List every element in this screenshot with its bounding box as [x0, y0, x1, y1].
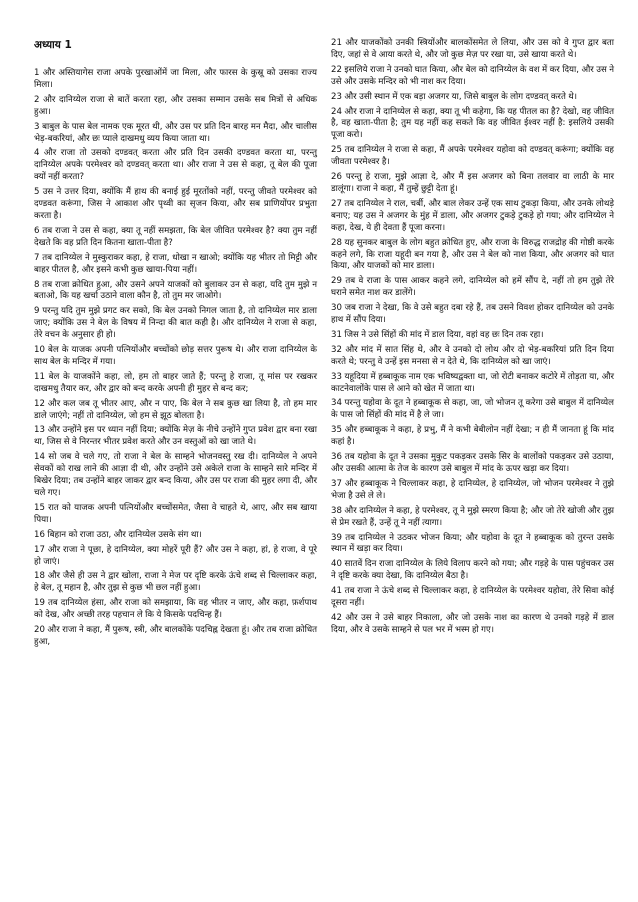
verse: 31 जिस ने उसे सिंहों की मांद में डाल दिया, वहां वह छः दिन तक रहा।	[331, 329, 544, 340]
verse: 4 और राजा तो उसको दण्डवत् करता और प्रति दिन उसकी दण्डवत करता था, परन्तु दानिय्येल अपके परमेश्वर को दण्डवत् करता था। और राजा ने उस से कहा, तू बेल की पूजा क्यों नहीं करता?	[34, 148, 317, 183]
verse: 18 और जैसे ही उस ने द्वार खोला, राजा ने मेज पर दृष्टि करके ऊंचे शब्द से चिल्लाकर कहा, हे बेल, तू महान है, और तुझ से कुछ भी छल नहीं हुआ।	[34, 571, 317, 594]
verse: 34 परन्तु यहोवा के दूत ने हब्बाकूक से कहा, जा, जो भोजन तू करेगा उसे बाबुल में दानिय्येल के पास जो सिंहों की मांद में है ले जा।	[331, 398, 614, 421]
verse: 17 और राजा ने पूछा, हे दानिय्येल, क्या मोहरें पूरी हैं? और उस ने कहा, हां, हे राजा, वे पूरे हो जाएं।	[34, 544, 317, 567]
verse: 13 और उन्होंने इस पर ध्यान नहीं दिया; क्योंकि मेज़ के नीचे उन्होंने गुप्त प्रवेश द्वार बना रखा था, जिस से वे निरन्तर भीतर प्रवेश करते और उन वस्तुओं को खा जाते थे।	[34, 425, 317, 448]
verse: 5 उस ने उत्तर दिया, क्योंकि मैं हाथ की बनाई हुई मूरतोंको नहीं, परन्तु जीवते परमेश्वर को दण्डवत करूंगा, जिस ने आकाश और पृथ्वी का सृजन किया, और सब प्राणियोंपर प्रभुता करता है।	[34, 187, 317, 221]
right-verse-list	[331, 38, 614, 637]
verse: 20 और राजा ने कहा, मैं पुरूष, स्त्री, और बालकोंके पदचिह्न देखता हूं। और तब राजा क्रोधित हुआ,	[34, 625, 317, 647]
verse: 14 सो जब वे चले गए, तो राजा ने बेल के साम्हने भोजनवस्तु रख दी। दानिय्येल ने अपने सेवकों को राख लाने की आज्ञा दी थी, और उन्होंने उसे अकेले राजा के साम्हने सारे मन्दिर में बिखेर दिया; तब उन्होंने बाहर जाकर द्वार बन्द किया, और उस पर राजा की मुहर लगा दी, और चले गए।	[34, 452, 317, 498]
verse: 24 और राजा ने दानिय्येल से कहा, क्या तू भी कहेगा, कि यह पीतल का है? देखो, वह जीवित है, वह खाता-पीता है; तुम यह नहीं कह सकते कि वह जीवित ईश्वर नहीं है: इसलिये उसकी पूजा करो।	[331, 106, 614, 141]
verse: 7 तब दानिय्येल ने मुस्कुराकर कहा, हे राजा, धोखा न खाओ; क्योंकि यह भीतर तो मिट्टी और बाहर पीतल है, और इसने कभी कुछ खाया-पिया नहीं।	[34, 252, 317, 275]
verse: 10 बेल के याजक अपनी पत्नियोंऔर बच्चोंको छोड़ सत्तर पुरूष थे। और राजा दानिय्येल के साथ बेल के मन्दिर में गया।	[34, 345, 317, 367]
verse: 8 तब राजा क्रोधित हुआ, और उसने अपने याजकों को बुलाकर उन से कहा, यदि तुम मुझे न बताओ, कि यह खर्चा उठाने वाला कौन है, तो तुम मर जाओगे।	[34, 279, 317, 302]
verse: 19 तब दानिय्येल हंसा, और राजा को समझाया, कि वह भीतर न जाए, और कहा, फ़र्शपाथ को देख, और अच्छी तरह पहचान ले कि ये किसके पदचिन्ह हैं।	[34, 598, 317, 621]
verse: 15 रात को याजक अपनी पत्नियोंऔर बच्चोंसमेत, जैसा वे चाहते थे, आए, और सब खाया पिया।	[34, 502, 317, 525]
verse: 40 सातवें दिन राजा दानिय्येल के लिये विलाप करने को गया; और गड़हे के पास पहुंचकर उस ने दृष्टि करके क्या देखा, कि दानिय्येल बैठा है।	[331, 559, 614, 582]
verse: 21 और याजकोंको उनकी स्त्रियोंऔर बालकोंसमेत ले लिया, और उस को वे गुप्त द्वार बता दिए, जहां से वे आया करते थे, और जो कुछ मेज़ पर रखा या, उसे खाया करते थे।	[331, 38, 614, 60]
right-column	[331, 38, 614, 640]
verse: 3 बाबुल के पास बेल नामक एक मूरत थी, और उस पर प्रति दिन बारह मन मैदा, और चालीस भेड़-बकरियां, और छः प्याले दाखमधु व्यय किया जाता था।	[34, 121, 317, 144]
verse: 37 और हब्बाकूक ने चिल्लाकर कहा, हे दानिय्येल, हे दानिय्येल, जो भोजन परमेश्वर ने तुझे भेजा है उसे ले ले।	[331, 478, 614, 501]
verse: 30 जब राजा ने देखा, कि वे उसे बहुत दबा रहे हैं, तब उसने विवश होकर दानिय्येल को उनके हाथ में सौंप दिया।	[331, 303, 614, 326]
verse: 25 तब दानिय्येल ने राजा से कहा, मैं अपके परमेश्वर यहोवा को दण्डवत् करूंगा; क्योंकि वह जीवता परमेश्वर है।	[331, 145, 614, 168]
verse: 9 परन्तु यदि तुम मुझे प्रगट कर सको, कि बेल उनको निगल जाता है, तो दानिय्येल मार डाला जाए; क्योंकि उस ने बेल के विषय में निन्दा की बात कही है। और दानिय्येल ने राजा से कहा, तेरे वचन के अनुसार ही हो।	[34, 306, 317, 341]
verse: 33 यहूदिया में हब्बाकूक नाम एक भविष्यद्वक्ता था, जो रोटी बनाकर कटोरे में तोड़ता या, और काटनेवालोंके पास ले आने को खेत में जाता था।	[331, 371, 614, 394]
verse: 6 तब राजा ने उस से कहा, क्या तू नहीं समझता, कि बेल जीवित परमेश्वर है? क्या तुम नहीं देखते कि वह प्रति दिन कितना खाता-पीता है?	[34, 225, 317, 248]
verse: 2 और दानिय्येल राजा से बातें करता रहा, और उसका सम्मान उसके सब मित्रों से अधिक हुआ।	[34, 94, 317, 117]
verse: 16 बिहान को राजा उठा, और दानिय्येल उसके संग था।	[34, 529, 202, 540]
verse: 22 इसलिये राजा ने उनको घात किया, और बेल को दानिय्येल के वश में कर दिया, और उस ने उसे और उसके मन्दिर को भी नाश कर दिया।	[331, 64, 614, 87]
left-verse-list	[34, 68, 317, 649]
verse: 32 और मांद में सात सिंह थे, और वे उनको दो लोथ और दो भेड़-बकरियां प्रति दिन दिया करते थे; परन्तु वे उन्हें इस मनसा से न देते थे, कि दानिय्येल को खा जाएं।	[331, 344, 614, 367]
verse: 28 यह सुनकर बाबुल के लोग बहुत क्रोधित हुए, और राजा के विरुद्ध राजद्रोह की गोष्ठी करके कहने लगे, कि राजा यहूदी बन गया है, और उस ने बेल को नाश किया, और अजगर को घात किया, और याजकों को मार डाला।	[331, 237, 614, 272]
verse: 11 बेल के याजकोंने कहा, लो, हम तो बाहर जाते हैं; परन्तु हे राजा, तू मांस पर रखकर दाखमधु तैयार कर, और द्वार को बन्द करके अपनी ही मुहर से बन्द कर;	[34, 371, 317, 394]
verse: 29 तब वे राजा के पास आकर कहने लगे, दानिय्येल को हमें सौंप दे, नहीं तो हम तुझे तेरे घराने समेत नाश कर डालेंगे।	[331, 276, 614, 299]
verse: 42 और उस ने उसे बाहर निकाला, और जो उसके नाश का कारण थे उनको गड़हे में डाल दिया, और वे उसके साम्हने से पल भर में भस्म हो गए।	[331, 612, 614, 635]
verse: 38 और दानिय्येल ने कहा, हे परमेश्वर, तू ने मुझे स्मरण किया है; और जो तेरे खोजी और तुझ से प्रेम रखते हैं, उन्हें तू ने नहीं त्यागा।	[331, 505, 614, 528]
verse: 36 तब यहोवा के दूत ने उसका मुकुट पकड़कर उसके सिर के बालोंको पकड़कर उसे उठाया, और उसकी आत्मा के तेज के कारण उसे बाबुल में मांद के ऊपर खड़ा कर दिया।	[331, 452, 614, 474]
verse: 41 तब राजा ने ऊंचे शब्द से चिल्लाकर कहा, हे दानिय्येल के परमेश्वर यहोवा, तेरे सिवा कोई दूसरा नहीं।	[331, 586, 614, 609]
chapter-title: अध्याय 1	[34, 39, 72, 51]
verse: 39 तब दानिय्येल ने उठकर भोजन किया; और यहोवा के दूत ने हब्बाकूक को तुरन्त उसके स्थान में खड़ा कर दिया।	[331, 532, 614, 555]
verse: 23 और उसी स्थान में एक बड़ा अजगर या, जिसे बाबुल के लोग दण्डवत् करते थे।	[331, 91, 578, 102]
verse: 12 और कल जब तू भीतर आए, और न पाए, कि बेल ने सब कुछ खा लिया है, तो हम मार डाले जाएंगे; नहीं तो दानिय्येल, जो हम से झूठ बोलता है।	[34, 398, 317, 421]
verse: 1 और अस्तियागेस राजा अपके पुरखाओंमें जा मिला, और फारस के कुस्रू को उसका राज्य मिला।	[34, 68, 317, 90]
verse: 27 तब दानिय्येल ने राल, चर्बी, और बाल लेकर उन्हें एक साथ टुकड़ा किया, और उनके लोथड़े बनाए; यह उस ने अजगर के मुंह में डाला, और अजगर टुकड़े टुकड़े हो गया; और दानिय्येल ने कहा, देख, ये ही देवता हैं पूजा करना।	[331, 198, 614, 233]
verse: 35 और हब्बाकूक ने कहा, हे प्रभु, मैं ने कभी बेबीलोन नहीं देखा; न ही मैं जानता हूं कि मांद कहां है।	[331, 425, 614, 448]
verse: 26 परन्तु हे राजा, मुझे आज्ञा दे, और मैं इस अजगर को बिना तलवार वा लाठी के मार डालूंगा। राजा ने कहा, मैं तुम्हें छुट्टी देता हूं।	[331, 172, 614, 194]
left-column	[34, 38, 317, 652]
